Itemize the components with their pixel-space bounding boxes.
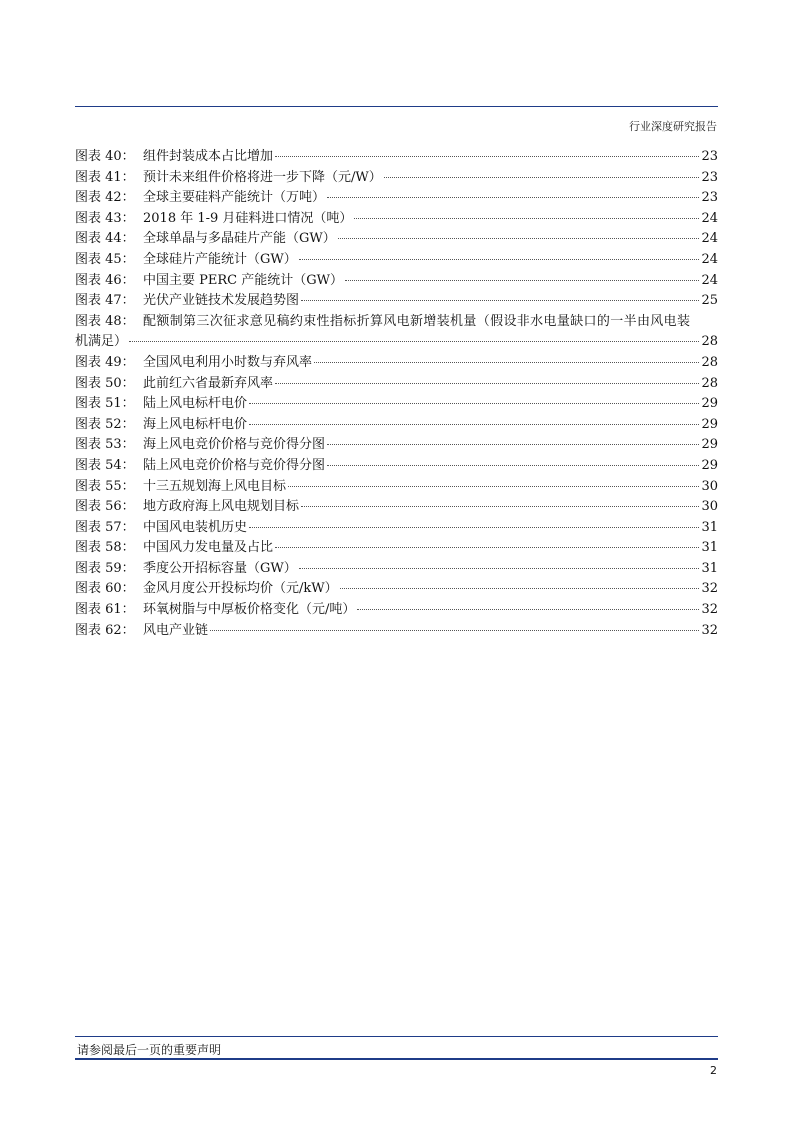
- toc-figure-number: 图表 41：: [75, 169, 135, 185]
- toc-leader-dots: [340, 588, 700, 589]
- toc-entry[interactable]: [75, 600, 718, 621]
- toc-page-number: 24: [701, 272, 718, 288]
- toc-leader-dots: [357, 609, 699, 610]
- toc-leader-dots: [275, 547, 699, 548]
- toc-figure-title: 全球单晶与多晶硅片产能（GW）: [143, 231, 336, 247]
- toc-page-number: 31: [701, 560, 718, 576]
- toc-leader-dots: [314, 362, 699, 363]
- toc-entry[interactable]: [75, 621, 718, 642]
- toc-leader-dots: [299, 259, 700, 260]
- toc-figure-title: 十三五规划海上风电目标: [143, 478, 287, 494]
- toc-entry[interactable]: [75, 374, 718, 395]
- toc-figure-title: 中国主要 PERC 产能统计（GW）: [143, 272, 343, 288]
- toc-leader-dots: [327, 444, 699, 445]
- toc-figure-title: 预计未来组件价格将进一步下降（元/W）: [143, 169, 382, 185]
- toc-figure-number: 图表 54：: [75, 457, 135, 473]
- toc-page-number: 28: [701, 375, 718, 391]
- toc-figure-title: 光伏产业链技术发展趋势图: [143, 293, 300, 309]
- toc-page-number: 24: [701, 210, 718, 226]
- toc-figure-number: 图表 58：: [75, 540, 135, 556]
- toc-figure-number: 图表 46：: [75, 272, 135, 288]
- toc-page-number: 30: [701, 478, 718, 494]
- toc-figure-number: 图表 50：: [75, 375, 135, 391]
- toc-entry[interactable]: [75, 497, 718, 518]
- footer-rule-thick: [75, 1058, 718, 1060]
- toc-figure-number: 图表 57：: [75, 519, 135, 535]
- toc-page-number: 28: [701, 354, 718, 370]
- disclaimer-text: 请参阅最后一页的重要声明: [77, 1043, 222, 1057]
- toc-entry[interactable]: [75, 518, 718, 539]
- toc-figure-title: 中国风电装机历史: [143, 519, 248, 535]
- toc-leader-dots: [327, 465, 699, 466]
- toc-page-number: 29: [701, 396, 718, 412]
- toc-entry[interactable]: [75, 291, 718, 312]
- toc-figure-number: 图表 43：: [75, 210, 135, 226]
- toc-entry[interactable]: [75, 394, 718, 415]
- toc-entry[interactable]: [75, 538, 718, 559]
- toc-figure-title: 金风月度公开投标均价（元/kW）: [143, 581, 338, 597]
- toc-page-number: 29: [701, 416, 718, 432]
- toc-figure-title: 环氧树脂与中厚板价格变化（元/吨）: [143, 602, 356, 618]
- toc-figure-number: 图表 44：: [75, 231, 135, 247]
- toc-figure-number: 图表 48：: [75, 313, 135, 329]
- table-of-figures: [75, 147, 718, 641]
- toc-figure-number: 图表 42：: [75, 190, 135, 206]
- toc-figure-number: 图表 47：: [75, 293, 135, 309]
- toc-entry[interactable]: [75, 477, 718, 498]
- toc-entry[interactable]: [75, 271, 718, 292]
- report-type-label: 行业深度研究报告: [629, 120, 717, 133]
- toc-figure-title: 配额制第三次征求意见稿约束性指标折算风电新增装机量（假设非水电量缺口的一半由风电装: [143, 313, 691, 329]
- page-number: 2: [710, 1064, 717, 1077]
- toc-leader-dots: [301, 300, 699, 301]
- toc-entry[interactable]: [75, 209, 718, 230]
- toc-leader-dots: [327, 197, 699, 198]
- toc-figure-number: 图表 40：: [75, 149, 135, 164]
- toc-entry[interactable]: [75, 559, 718, 580]
- toc-page-number: 23: [701, 190, 718, 206]
- toc-page-number: 24: [701, 231, 718, 247]
- toc-figure-number: 图表 61：: [75, 602, 135, 618]
- toc-page-number: 23: [701, 169, 718, 185]
- toc-leader-dots: [299, 568, 700, 569]
- toc-leader-dots: [249, 527, 699, 528]
- toc-figure-number: 图表 59：: [75, 560, 135, 576]
- toc-leader-dots: [249, 403, 699, 404]
- toc-figure-number: 图表 55：: [75, 478, 135, 494]
- toc-figure-title: 陆上风电竞价价格与竞价得分图: [143, 457, 326, 473]
- toc-figure-title: 中国风力发电量及占比: [143, 540, 274, 556]
- toc-figure-title: 全国风电利用小时数与弃风率: [143, 354, 313, 370]
- toc-leader-dots: [345, 280, 699, 281]
- toc-figure-title: 全球主要硅料产能统计（万吨）: [143, 190, 326, 206]
- footer-rule: [75, 1036, 718, 1037]
- toc-figure-number: 图表 60：: [75, 581, 135, 597]
- toc-entry[interactable]: [75, 147, 718, 168]
- toc-page-number: 31: [701, 519, 718, 535]
- toc-leader-dots: [338, 238, 700, 239]
- toc-figure-title: 此前红六省最新弃风率: [143, 375, 274, 391]
- toc-page-number: 25: [701, 293, 718, 309]
- toc-page-number: 24: [701, 251, 718, 267]
- toc-entry[interactable]: [75, 456, 718, 477]
- toc-leader-dots: [210, 630, 699, 631]
- toc-entry[interactable]: [75, 579, 718, 600]
- toc-figure-title: 风电产业链: [143, 622, 209, 638]
- toc-figure-title: 陆上风电标杆电价: [143, 396, 248, 412]
- toc-entry[interactable]: [75, 435, 718, 456]
- toc-figure-title-continuation: 机满足）: [75, 334, 128, 350]
- header-rule: [75, 106, 718, 107]
- toc-page-number: 30: [701, 499, 718, 515]
- toc-entry[interactable]: [75, 353, 718, 374]
- toc-entry[interactable]: [75, 312, 718, 333]
- toc-figure-title: 季度公开招标容量（GW）: [143, 560, 297, 576]
- toc-figure-title: 组件封装成本占比增加: [143, 149, 274, 164]
- toc-figure-number: 图表 52：: [75, 416, 135, 432]
- toc-leader-dots: [384, 177, 700, 178]
- toc-entry[interactable]: [75, 250, 718, 271]
- toc-page-number: 29: [701, 457, 718, 473]
- toc-figure-number: 图表 49：: [75, 354, 135, 370]
- toc-figure-number: 图表 62：: [75, 622, 135, 638]
- toc-leader-dots: [288, 486, 699, 487]
- toc-page-number: 32: [701, 622, 718, 638]
- toc-entry[interactable]: [75, 168, 718, 189]
- toc-page-number: 28: [701, 334, 718, 350]
- toc-figure-number: 图表 56：: [75, 499, 135, 515]
- toc-leader-dots: [301, 506, 699, 507]
- toc-leader-dots: [354, 218, 699, 219]
- toc-page-number: 23: [701, 149, 718, 164]
- toc-entry[interactable]: [75, 229, 718, 250]
- toc-page-number: 32: [701, 581, 718, 597]
- toc-leader-dots: [129, 341, 699, 342]
- toc-figure-title: 全球硅片产能统计（GW）: [143, 251, 297, 267]
- toc-leader-dots: [275, 383, 699, 384]
- toc-figure-title: 海上风电竞价价格与竞价得分图: [143, 437, 326, 453]
- toc-entry-continuation[interactable]: [75, 332, 718, 353]
- toc-figure-title: 2018 年 1-9 月硅料进口情况（吨）: [143, 210, 353, 226]
- toc-entry[interactable]: [75, 415, 718, 436]
- toc-figure-number: 图表 53：: [75, 437, 135, 453]
- toc-figure-number: 图表 51：: [75, 396, 135, 412]
- toc-page-number: 29: [701, 437, 718, 453]
- toc-leader-dots: [249, 424, 699, 425]
- toc-page-number: 31: [701, 540, 718, 556]
- toc-figure-title: 地方政府海上风电规划目标: [143, 499, 300, 515]
- toc-figure-title: 海上风电标杆电价: [143, 416, 248, 432]
- toc-entry[interactable]: [75, 188, 718, 209]
- toc-leader-dots: [275, 156, 699, 157]
- toc-figure-number: 图表 45：: [75, 251, 135, 267]
- toc-page-number: 32: [701, 602, 718, 618]
